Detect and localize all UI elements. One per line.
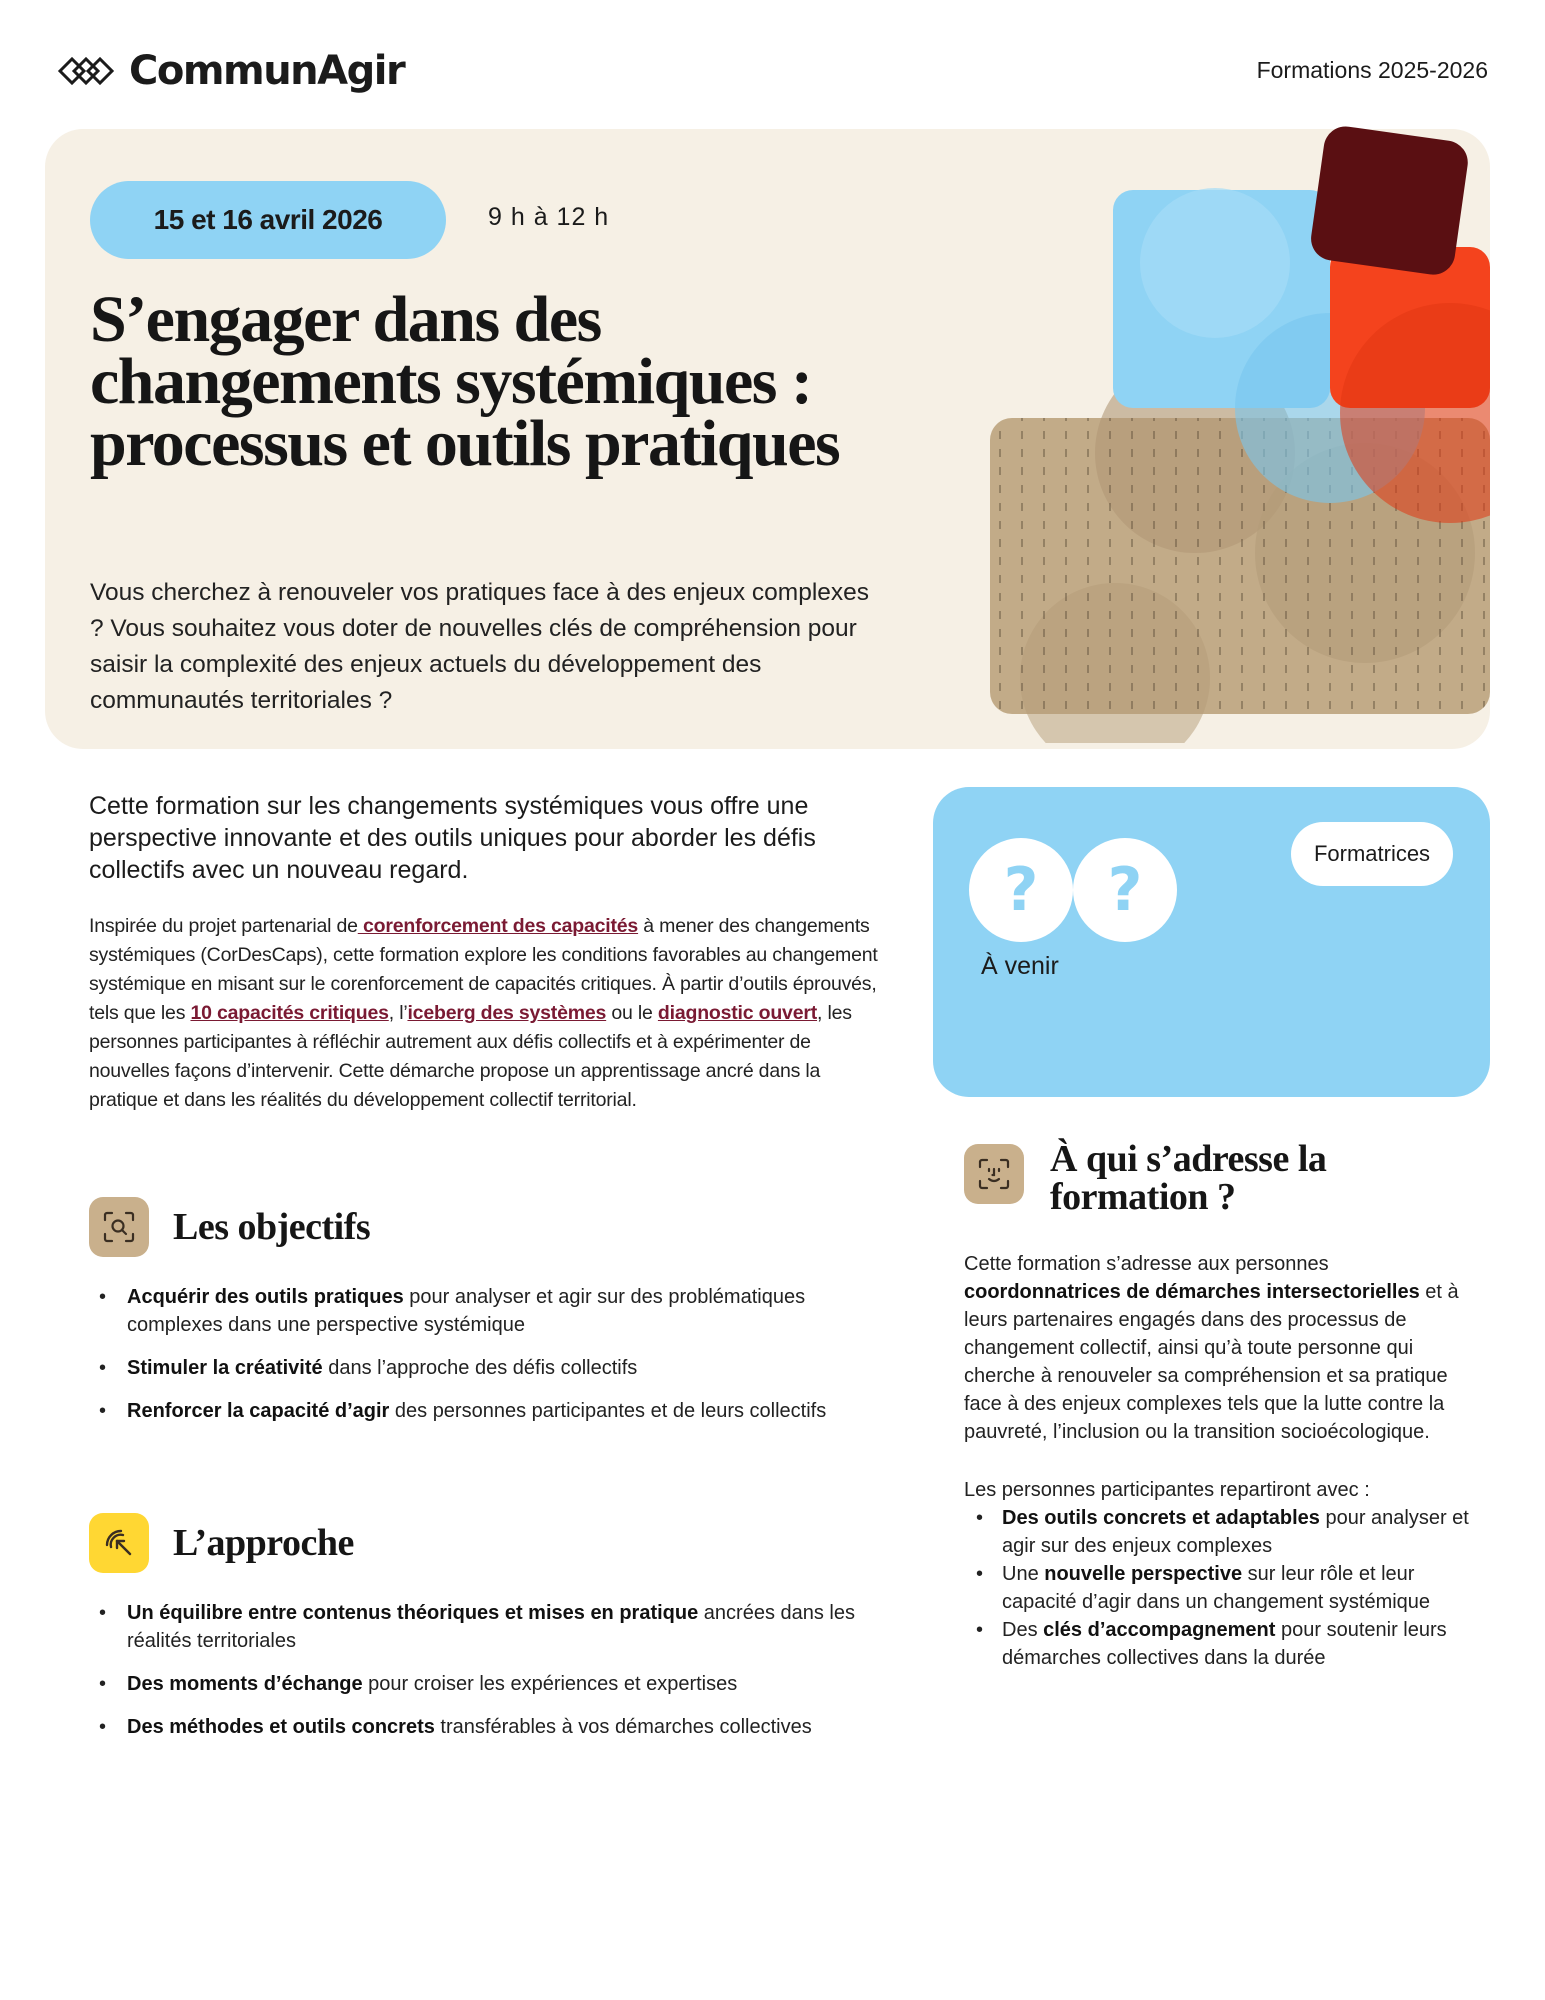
body-text: , l’ [388, 1002, 408, 1024]
trainers-card [933, 787, 1490, 1097]
item-bold: Renforcer la capacité d’agir [127, 1400, 390, 1422]
logo-wordmark: CommunAgir [129, 48, 405, 94]
item-text: dans l’approche des défis collectifs [322, 1357, 638, 1379]
page-title: S’engager dans des changements systémiques : processus et outils pratiques [90, 283, 840, 480]
list-item [964, 1504, 1484, 1560]
section-title: L’approche [173, 1522, 354, 1564]
hero-card [45, 129, 1490, 749]
item-bold: Stimuler la créativité [127, 1357, 323, 1379]
list-item [89, 1670, 879, 1698]
list-item [89, 1397, 889, 1425]
list-item [89, 1713, 879, 1741]
item-text: des personnes participantes et de leurs collectifs [389, 1400, 827, 1422]
item-bold: Des moments d’échange [127, 1673, 363, 1695]
item-text: Une [1002, 1563, 1045, 1585]
avatar: ? [969, 838, 1073, 942]
body-bold: coordonnatrices de démarches intersectorielles [964, 1281, 1420, 1303]
date-badge: 15 et 16 avril 2026 [90, 181, 446, 259]
list-item [964, 1616, 1484, 1672]
cursor-arrow-icon [89, 1513, 149, 1573]
item-text: sur leur rôle et leur capacité d’agir dans un changement systémique [1002, 1563, 1431, 1613]
outcomes-intro: Les personnes participantes repartiront avec : [964, 1479, 1370, 1501]
objectives-heading [89, 1197, 370, 1257]
list-item [964, 1560, 1484, 1616]
audience-heading [964, 1140, 1350, 1216]
item-text: pour croiser les expériences et expertises [362, 1673, 738, 1695]
link-iceberg[interactable]: iceberg des systèmes [407, 1002, 607, 1024]
trainers-status: À venir [981, 952, 1059, 980]
item-text: transférables à vos démarches collectives [434, 1716, 812, 1738]
link-corenforcement[interactable]: corenforcement des capacités [357, 915, 639, 937]
audience-paragraph [964, 1250, 1484, 1446]
body-text: Inspirée du projet partenarial de [89, 915, 358, 937]
item-text: Des [1002, 1619, 1044, 1641]
item-text: pour soutenir leurs démarches collectives dans la durée [1002, 1619, 1447, 1669]
link-diagnostic[interactable]: diagnostic ouvert [657, 1002, 818, 1024]
item-bold: clés d’accompagnement [1043, 1619, 1276, 1641]
outcomes-list [964, 1504, 1484, 1672]
series-label: Formations 2025-2026 [1256, 57, 1488, 83]
item-bold: Des outils concrets et adaptables [1002, 1507, 1320, 1529]
body-text: Cette formation s’adresse aux personnes [964, 1253, 1329, 1275]
logo-mark-icon [57, 54, 115, 88]
link-10-capacites[interactable]: 10 capacités critiques [190, 1002, 389, 1024]
face-id-icon [964, 1144, 1024, 1204]
intro-paragraph: Cette formation sur les changements systémiques vous offre une perspective innovante et des outils uniques pour aborder les défis collectifs avec un nouveau regard. [89, 792, 816, 884]
item-text: pour analyser et agir sur des problématiques complexes dans une perspective systémique [127, 1286, 806, 1336]
item-text: pour analyser et agir sur des enjeux complexes [1002, 1507, 1469, 1557]
item-text: ancrées dans les réalités territoriales [127, 1602, 855, 1652]
body-text: , les personnes participantes à réfléchir autrement aux défis collectifs et à expérimenter de nouvelles façons d’intervenir. Cette démarche propose un apprentissage ancré dans la pratique et dans les réalités du développement collectif territorial. [89, 1002, 852, 1111]
item-bold: Acquérir des outils pratiques [127, 1286, 404, 1308]
hero-description: Vous cherchez à renouveler vos pratiques face à des enjeux complexes ? Vous souhaitez vous doter de nouvelles clés de compréhension pour saisir la complexité des enjeux actuels du développement des communautés territoriales ? [90, 579, 870, 714]
section-title: À qui s’adresse la formation ? [1050, 1138, 1327, 1218]
item-bold: nouvelle perspective [1044, 1563, 1243, 1585]
time-label: 9 h à 12 h [488, 203, 610, 231]
avatar: ? [1073, 838, 1177, 942]
hero-illustration [945, 123, 1490, 748]
brand-logo[interactable] [57, 48, 404, 94]
list-item [89, 1599, 879, 1655]
section-title: Les objectifs [173, 1206, 371, 1248]
item-bold: Des méthodes et outils concrets [127, 1716, 435, 1738]
approach-list [89, 1599, 879, 1741]
list-item [89, 1283, 889, 1339]
item-bold: Un équilibre entre contenus théoriques et mises en pratique [127, 1602, 699, 1624]
trainers-label: Formatrices [1291, 822, 1453, 886]
focus-search-icon [89, 1197, 149, 1257]
body-text: ou le [606, 1002, 658, 1024]
list-item [89, 1354, 889, 1382]
body-text: à mener des changements systémiques (CorDesCaps), cette formation explore les conditions favorables au changement systémique en misant sur le corenforcement de capacités critiques. À partir d’outils éprouvés, tels que les [89, 915, 878, 1024]
objectives-list [89, 1283, 889, 1425]
approach-heading [89, 1513, 354, 1573]
description-paragraph [89, 912, 879, 1115]
body-text: et à leurs partenaires engagés dans des processus de changement collectif, ainsi qu’à toute personne qui cherche à renouveler sa compréhension et sa pratique face à des enjeux complexes tels que la lutte contre la pauvreté, l’inclusion ou la transition socioécologique. [964, 1281, 1459, 1443]
